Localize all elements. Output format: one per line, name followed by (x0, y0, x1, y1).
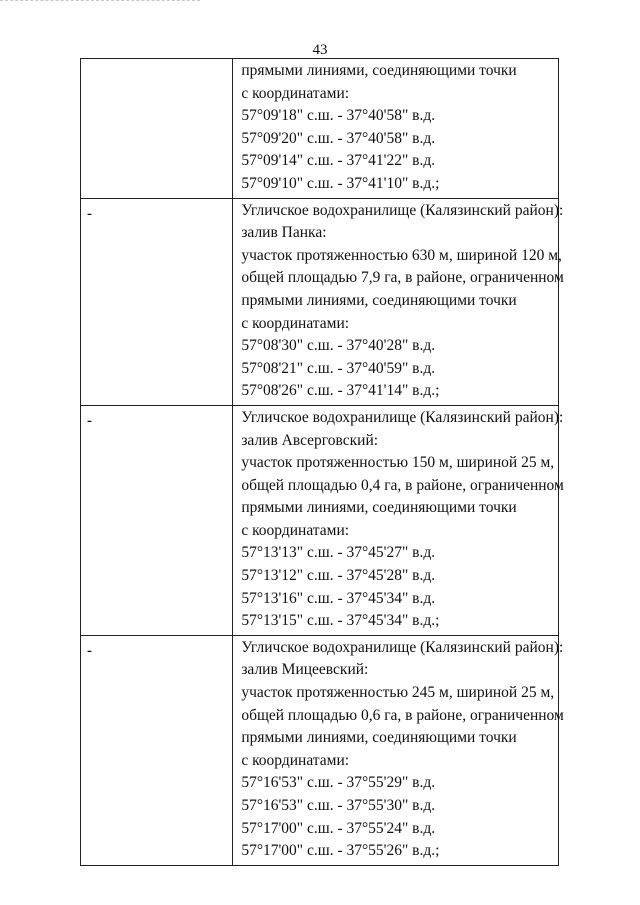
table-row (81, 59, 559, 199)
row-description-cell (233, 635, 564, 865)
description-line: 57°09'14" с.ш. - 37°41'22" в.д. (241, 152, 436, 170)
description-line: с координатами: (241, 84, 350, 102)
description-line: 57°13'15" с.ш. - 37°45'34" в.д.; (241, 612, 440, 630)
description-line: 57°08'26" с.ш. - 37°41'14" в.д.; (241, 382, 440, 400)
description-line: участок протяженностью 630 м, шириной 120 м, (241, 246, 562, 264)
description-line: участок протяженностью 245 м, шириной 25 м, (241, 684, 555, 702)
description-line: залив Панка: (241, 224, 327, 242)
description-line: Угличское водохранилище (Калязинский район): (241, 638, 564, 656)
description-line: 57°09'18" с.ш. - 37°40'58" в.д. (241, 107, 436, 125)
description-line: 57°08'21" с.ш. - 37°40'59" в.д. (241, 359, 436, 377)
description-line: прямыми линиями, соединяющими точки (241, 729, 517, 747)
page-number: 43 (312, 42, 328, 58)
row-marker-cell (81, 59, 233, 199)
scan-edge-mark (0, 0, 200, 5)
description-line: прямыми линиями, соединяющими точки (241, 291, 517, 309)
description-line: 57°17'00" с.ш. - 37°55'26" в.д.; (241, 842, 440, 860)
description-line: участок протяженностью 150 м, шириной 25 м, (241, 454, 555, 472)
row-marker-cell (81, 635, 233, 865)
description-line: Угличское водохранилище (Калязинский район): (241, 408, 564, 426)
description-line: общей площадью 7,9 га, в районе, ограниченном (241, 269, 564, 287)
description-line: Угличское водохранилище (Калязинский район): (241, 201, 564, 219)
description-line: общей площадью 0,6 га, в районе, ограниченном (241, 706, 564, 724)
table-row (81, 635, 559, 865)
description-line: с координатами: (241, 751, 350, 769)
description-line: прямыми линиями, соединяющими точки (241, 499, 517, 517)
row-description-cell (233, 198, 564, 405)
description-line: 57°16'53" с.ш. - 37°55'30" в.д. (241, 797, 436, 814)
row-marker-cell (81, 405, 233, 635)
description-line: 57°09'10" с.ш. - 37°41'10" в.д.; (241, 174, 440, 192)
description-line: 57°13'16" с.ш. - 37°45'34" в.д. (241, 589, 436, 607)
description-line: прямыми линиями, соединяющими точки (241, 62, 517, 79)
description-line: 57°17'00" с.ш. - 37°55'24" в.д. (241, 819, 436, 837)
row-marker: - (87, 412, 92, 429)
description-line: 57°09'20" с.ш. - 37°40'58" в.д. (241, 129, 436, 147)
description-line: залив Авсерговский: (241, 431, 379, 449)
row-marker (81, 59, 232, 63)
table-row (81, 405, 559, 635)
description-line: с координатами: (241, 521, 350, 539)
row-description-cell (233, 405, 564, 635)
row-marker: - (87, 205, 92, 222)
description-line: залив Мицеевский: (241, 661, 369, 679)
description-line: 57°16'53" с.ш. - 37°55'29" в.д. (241, 774, 436, 792)
zones-table-body (81, 59, 564, 866)
table-row (81, 198, 559, 405)
row-marker: - (87, 642, 92, 659)
description-line: 57°13'12" с.ш. - 37°45'28" в.д. (241, 567, 436, 585)
row-marker-cell (81, 198, 233, 405)
description-line: общей площадью 0,4 га, в районе, ограниченном (241, 476, 564, 494)
description-line: 57°13'13" с.ш. - 37°45'27" в.д. (241, 544, 436, 562)
description-line: 57°08'30" с.ш. - 37°40'28" в.д. (241, 337, 436, 355)
description-line: с координатами: (241, 314, 350, 332)
row-description-cell (233, 59, 559, 199)
zones-table (80, 58, 564, 866)
